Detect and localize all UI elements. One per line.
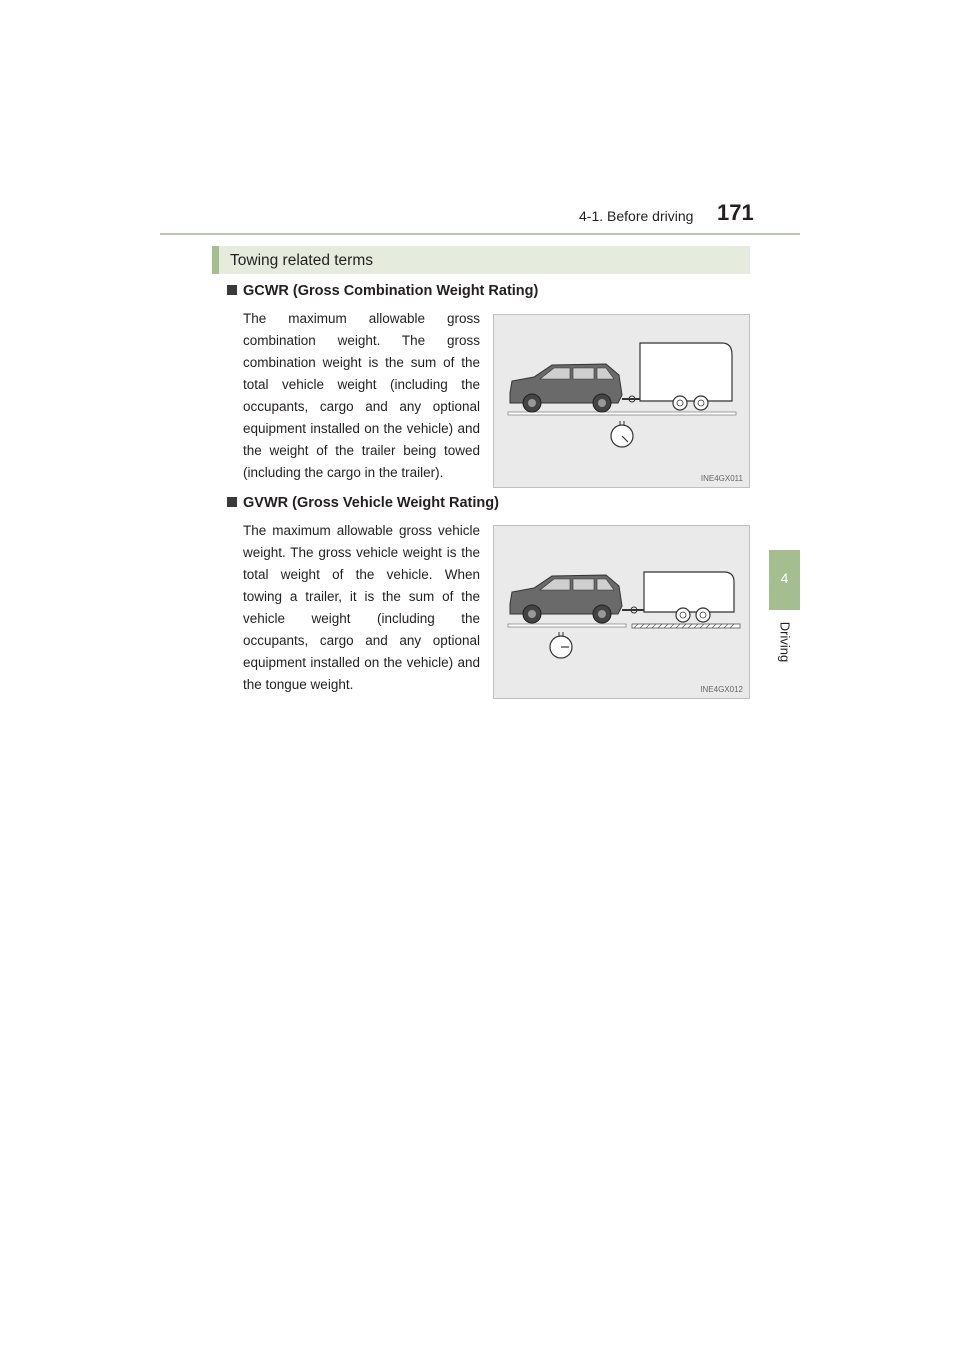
- gcwr-illustration: [493, 314, 750, 488]
- term-heading-text: GCWR (Gross Combination Weight Rating): [243, 283, 539, 299]
- square-bullet-icon: [227, 285, 237, 295]
- chapter-label: [769, 612, 800, 672]
- square-bullet-icon: [227, 497, 237, 507]
- term-body-gcwr: The maximum allowable gross combination weight. The gross combination weight is the sum of the total vehicle weight (including the occupants, cargo and any optional equipment installed on the vehicle) and the weight of the trailer being towed (including the cargo in the trailer).: [243, 311, 480, 480]
- term-body-gvwr: The maximum allowable gross vehicle weight. The gross vehicle weight is the total weight of the vehicle. When towing a trailer, it is the sum of the vehicle weight (including the occupants, cargo and any optional equipment installed on the vehicle) and the tongue weight.: [243, 523, 480, 692]
- section-title: 4-1. Before driving: [579, 208, 694, 224]
- section-title-text: Towing related terms: [230, 252, 374, 269]
- term-heading-text: GVWR (Gross Vehicle Weight Rating): [243, 495, 499, 511]
- chapter-tab: [769, 550, 800, 610]
- gvwr-illustration: [493, 525, 750, 699]
- header-rule: [160, 233, 800, 235]
- term-heading-gcwr: [227, 283, 538, 299]
- chapter-tab-number: 4: [780, 570, 789, 586]
- vehicle-trailer-scale-icon: [494, 315, 749, 487]
- figure-code: INE4GX012: [700, 685, 743, 694]
- vehicle-trailer-scale-icon: [494, 526, 749, 698]
- chapter-label-text: Driving: [777, 621, 792, 663]
- term-heading-gvwr: [227, 495, 499, 511]
- section-title-bar: [212, 246, 750, 274]
- figure-code: INE4GX011: [700, 474, 743, 483]
- page-number: 171: [717, 200, 754, 225]
